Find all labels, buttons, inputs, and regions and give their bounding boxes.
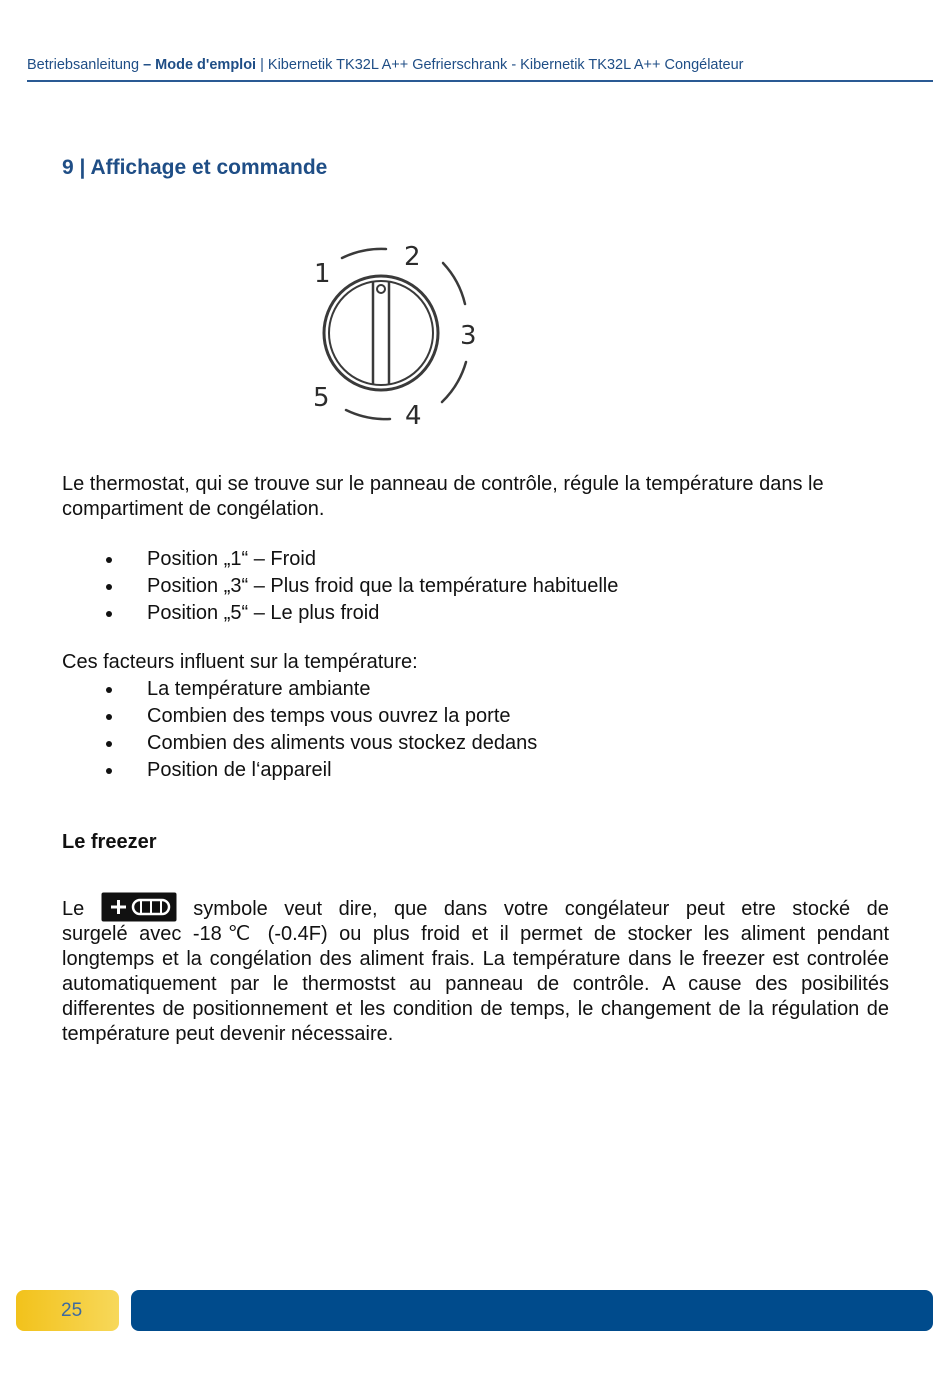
freezer-first-line: [62, 885, 889, 922]
factors-list: [62, 676, 890, 784]
dial-arc-right-upper: [443, 263, 465, 304]
freezer-paragraph: [62, 885, 889, 1047]
header-divider: [27, 80, 933, 82]
positions-list: [62, 546, 890, 627]
freezer-word: que: [394, 898, 428, 920]
freezer-heading: Le freezer: [62, 831, 157, 853]
freezer-word: votre: [503, 898, 549, 920]
freezer-word: dire,: [338, 898, 378, 920]
page-number: 25: [61, 1300, 83, 1321]
header-part1: Betriebsanleitung: [27, 57, 144, 73]
list-item: Position „3“ – Plus froid que la température habituelle: [62, 573, 890, 600]
dial-label-1: 1: [314, 259, 331, 289]
footer-bar: [131, 1290, 933, 1331]
dial-label-3: 3: [460, 321, 477, 351]
freezer-word: veut: [284, 898, 323, 920]
list-item: Position „5“ – Le plus froid: [62, 600, 890, 627]
page-number-badge: [16, 1290, 119, 1331]
list-item: Position „1“ – Froid: [62, 546, 890, 573]
freezer-word: de: [866, 898, 889, 920]
dial-arc-bottom: [346, 410, 390, 419]
dial-label-2: 2: [404, 242, 421, 272]
freezer-word: congélateur: [564, 898, 670, 920]
factors-intro: [62, 650, 890, 675]
header-mode-emploi: – Mode d'emploi: [143, 57, 257, 73]
list-item: Combien des aliments vous stockez dedans: [62, 730, 890, 757]
freezer-word: stocké: [792, 898, 851, 920]
freezer-symbol-icon: [101, 892, 177, 922]
section-title: 9 | Affichage et commande: [62, 156, 328, 179]
dial-knob: [324, 276, 438, 390]
list-item: Position de l‘appareil: [62, 757, 890, 784]
factors-intro-text: Ces facteurs influent sur la température:: [62, 651, 418, 673]
dial-label-4: 4: [405, 401, 422, 431]
freezer-word: symbole: [193, 898, 268, 920]
thermostat-dial-diagram: [300, 232, 500, 432]
freezer-word: peut: [685, 898, 725, 920]
header-part2: | Kibernetik TK32L A++ Gefrierschrank - Kibernetik TK32L A++ Congélateur: [256, 57, 744, 73]
list-item: La température ambiante: [62, 676, 890, 703]
dial-arc-right-lower: [442, 362, 466, 402]
intro-text: Le thermostat, qui se trouve sur le panneau de contrôle, régule la température dans le compartiment de congélation.: [62, 473, 824, 520]
dial-indicator-dot: [377, 285, 385, 293]
list-item: Combien des temps vous ouvrez la porte: [62, 703, 890, 730]
dial-arc-top: [342, 249, 386, 258]
page-header: [27, 57, 933, 73]
freezer-lead-word: Le: [62, 898, 85, 920]
freezer-text: surgelé avec -18℃ (-0.4F) ou plus froid et il permet de stocker les aliment pendant longtemps et la congélation des aliment frais. La température dans le freezer est controlée automatiquement par le thermostst au panneau de contrôle. A cause des posibilités differentes de positionnement et les condition de temps, le changement de la régulation de température peut devenir nécessaire.: [62, 923, 889, 1045]
intro-paragraph: [62, 472, 890, 522]
freezer-word: etre: [741, 898, 776, 920]
dial-label-5: 5: [313, 383, 330, 413]
freezer-word: dans: [443, 898, 488, 920]
